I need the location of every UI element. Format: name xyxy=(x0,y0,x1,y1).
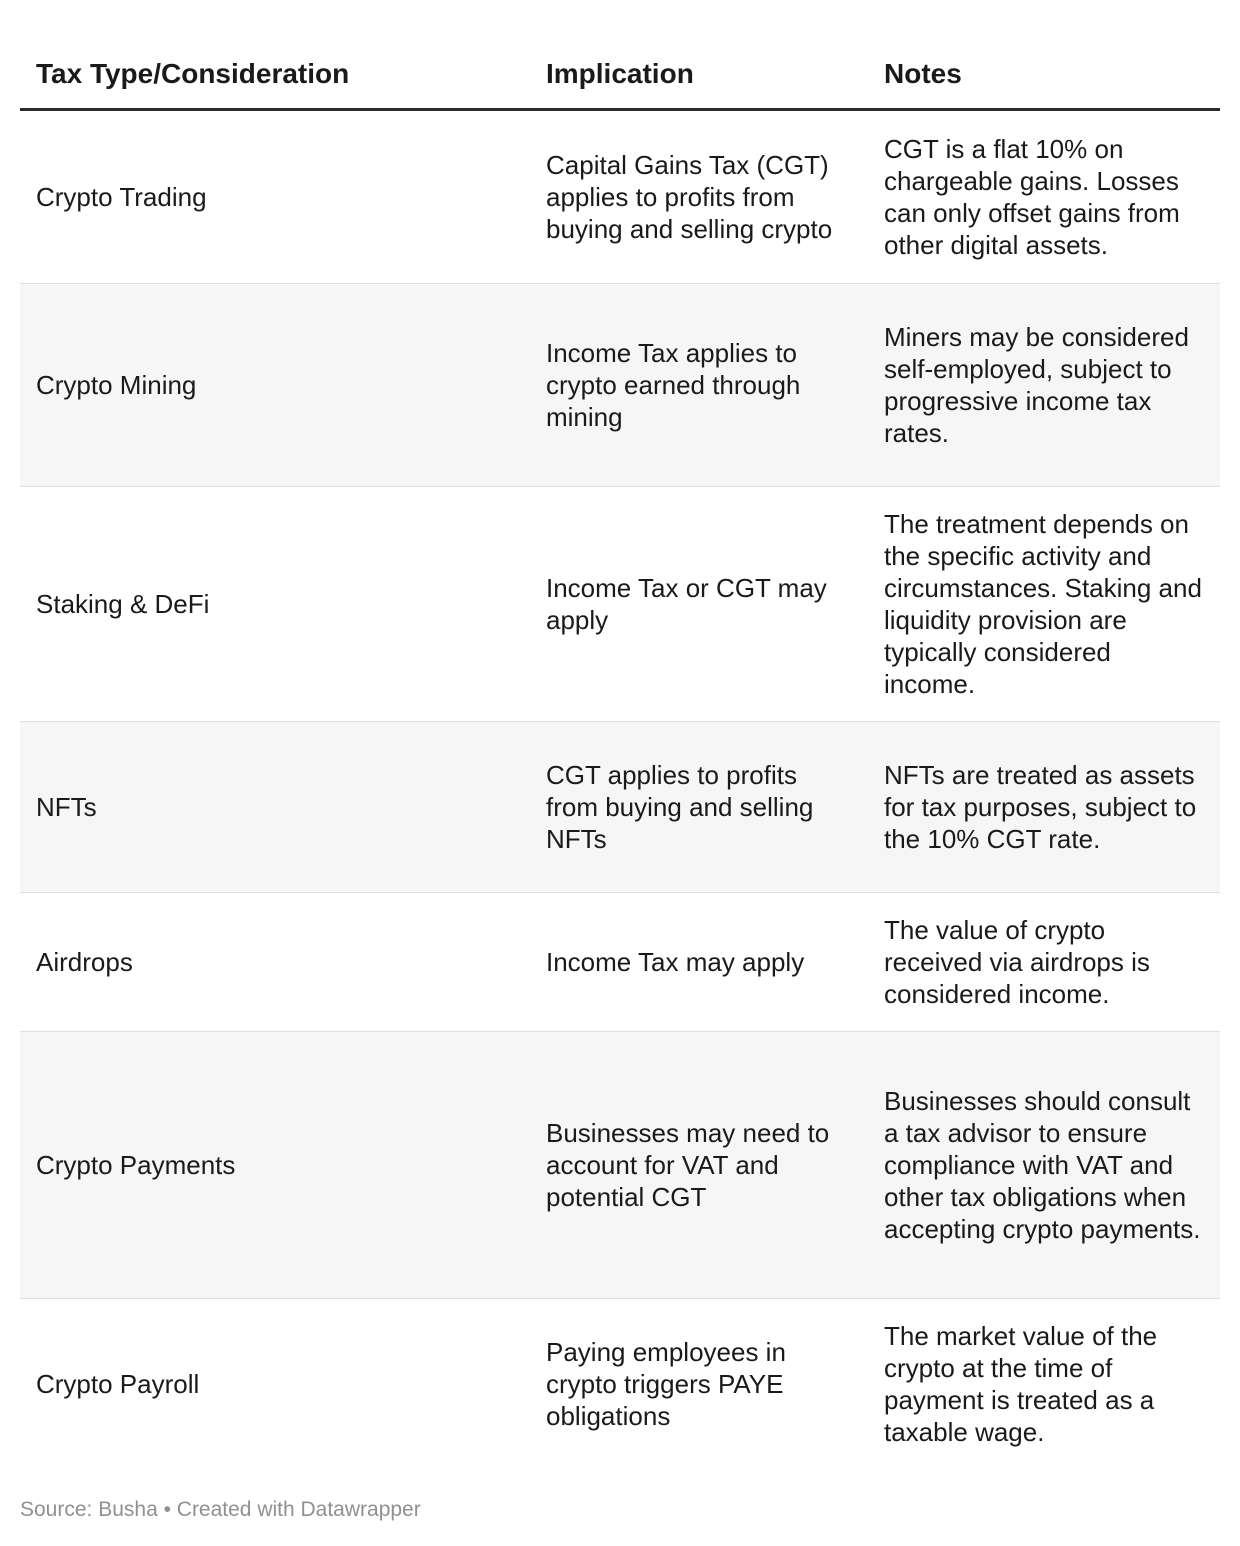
row-implication: Capital Gains Tax (CGT) applies to profits from buying and selling crypto xyxy=(546,150,833,244)
row-tax-type: Crypto Mining xyxy=(36,370,197,400)
row-tax-type: NFTs xyxy=(36,792,97,822)
row-tax-type: Crypto Trading xyxy=(36,182,207,212)
row-tax-type: Staking & DeFi xyxy=(36,589,210,619)
row-notes: Businesses should consult a tax advisor to ensure compliance with VAT and other tax obligations when accepting crypto payments. xyxy=(884,1086,1201,1244)
table-row xyxy=(20,284,1220,487)
row-notes: CGT is a flat 10% on chargeable gains. Losses can only offset gains from other digital assets. xyxy=(884,134,1180,260)
row-tax-type: Crypto Payments xyxy=(36,1150,236,1180)
table-header-row xyxy=(20,40,1220,111)
table-row xyxy=(20,487,1220,722)
row-implication: CGT applies to profits from buying and selling NFTs xyxy=(546,760,814,854)
row-notes: The value of crypto received via airdrops is considered income. xyxy=(884,915,1150,1009)
table-row xyxy=(20,1032,1220,1299)
table-row xyxy=(20,1299,1220,1469)
tax-table xyxy=(20,40,1220,1469)
row-tax-type: Crypto Payroll xyxy=(36,1369,200,1399)
table-row xyxy=(20,111,1220,284)
row-implication: Income Tax may apply xyxy=(546,947,805,977)
row-implication: Paying employees in crypto triggers PAYE obligations xyxy=(546,1337,786,1431)
table-row xyxy=(20,893,1220,1032)
row-notes: The treatment depends on the specific activity and circumstances. Staking and liquidity provision are typically considered income. xyxy=(884,509,1202,699)
row-tax-type: Airdrops xyxy=(36,947,133,977)
row-implication: Income Tax or CGT may apply xyxy=(546,573,827,635)
row-implication: Businesses may need to account for VAT and potential CGT xyxy=(546,1118,830,1212)
row-implication: Income Tax applies to crypto earned through mining xyxy=(546,338,801,432)
row-notes: Miners may be considered self-employed, subject to progressive income tax rates. xyxy=(884,322,1189,448)
table-row xyxy=(20,722,1220,893)
row-notes: The market value of the crypto at the time of payment is treated as a taxable wage. xyxy=(884,1321,1158,1447)
row-notes: NFTs are treated as assets for tax purposes, subject to the 10% CGT rate. xyxy=(884,760,1197,854)
source-footer: Source: Busha • Created with Datawrapper xyxy=(20,1498,421,1521)
header-notes: Notes xyxy=(884,58,962,89)
header-implication: Implication xyxy=(546,58,694,89)
header-tax-type: Tax Type/Consideration xyxy=(36,58,350,89)
